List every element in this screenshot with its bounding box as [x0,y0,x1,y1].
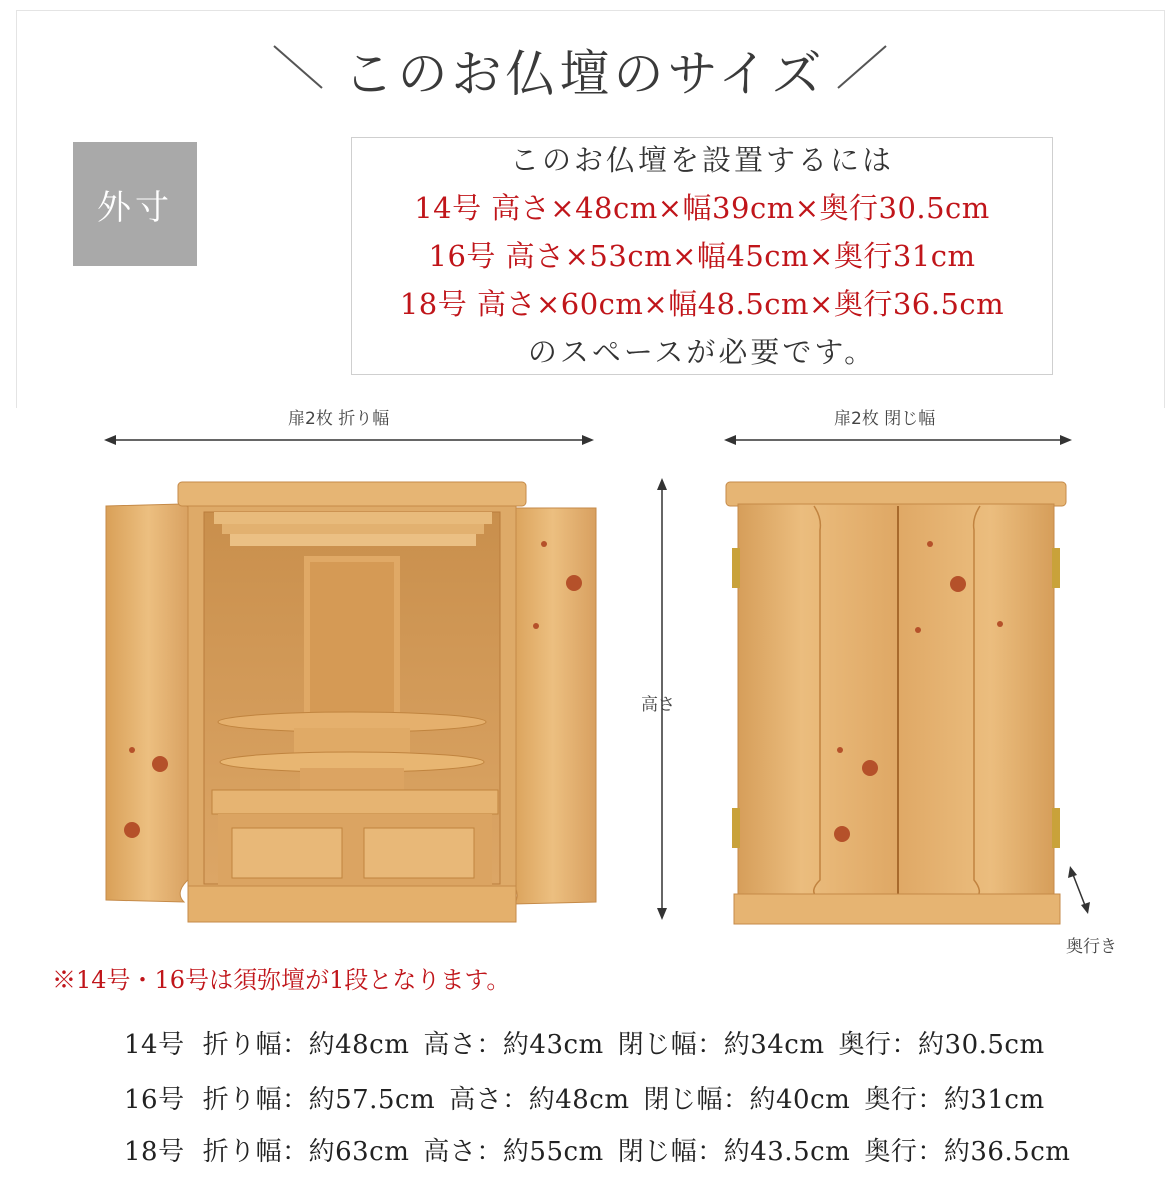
spec-depth: 奥行：約31cm [864,1085,1045,1115]
spec-size: 14号 [124,1030,185,1060]
open-butsudan-illustration [104,478,598,928]
spec-size: 18号 [124,1137,185,1167]
space-row-18: 18号 高さ×60cm×幅48.5cm×奥行36.5cm [399,287,1005,321]
spec-depth: 奥行：約30.5cm [838,1030,1045,1060]
space-intro: このお仏壇を設置するには [509,143,894,177]
spec-row [124,1024,1059,1061]
outer-size-badge: 外寸 [73,142,197,266]
closed-width-arrow [724,432,1072,448]
spec-row [124,1079,1059,1116]
closed-butsudan-illustration [724,478,1070,928]
open-width-arrow [104,432,594,448]
spec-closed-width: 閉じ幅：約43.5cm [617,1137,851,1167]
shumidan-note: ※14号・16号は須弥壇が1段となります。 [52,966,511,994]
space-row-14: 14号 高さ×48cm×幅39cm×奥行30.5cm [414,191,990,225]
spec-open-width: 折り幅：約48cm [202,1030,410,1060]
spec-size: 16号 [124,1085,185,1115]
depth-label: 奥行き [1066,937,1117,957]
frame-line-top [16,10,1165,11]
spec-height: 高さ：約43cm [423,1030,604,1060]
spec-height: 高さ：約48cm [449,1085,630,1115]
page-title: このお仏壇のサイズ [343,45,826,103]
required-space-box [351,137,1053,375]
space-row-16: 16号 高さ×53cm×幅45cm×奥行31cm [428,239,976,273]
space-outro: のスペースが必要です。 [527,335,877,369]
spec-depth: 奥行：約36.5cm [864,1137,1071,1167]
spec-open-width: 折り幅：約57.5cm [202,1085,436,1115]
spec-closed-width: 閉じ幅：約34cm [617,1030,825,1060]
spec-closed-width: 閉じ幅：約40cm [643,1085,851,1115]
spec-height: 高さ：約55cm [423,1137,604,1167]
spec-open-width: 折り幅：約63cm [202,1137,410,1167]
height-arrow [654,478,670,920]
closed-width-label: 扉2枚 閉じ幅 [834,409,936,429]
title-slash-right [836,44,888,90]
height-label: 高さ [641,695,675,715]
open-width-label: 扉2枚 折り幅 [288,409,390,429]
spec-row [124,1131,1084,1168]
